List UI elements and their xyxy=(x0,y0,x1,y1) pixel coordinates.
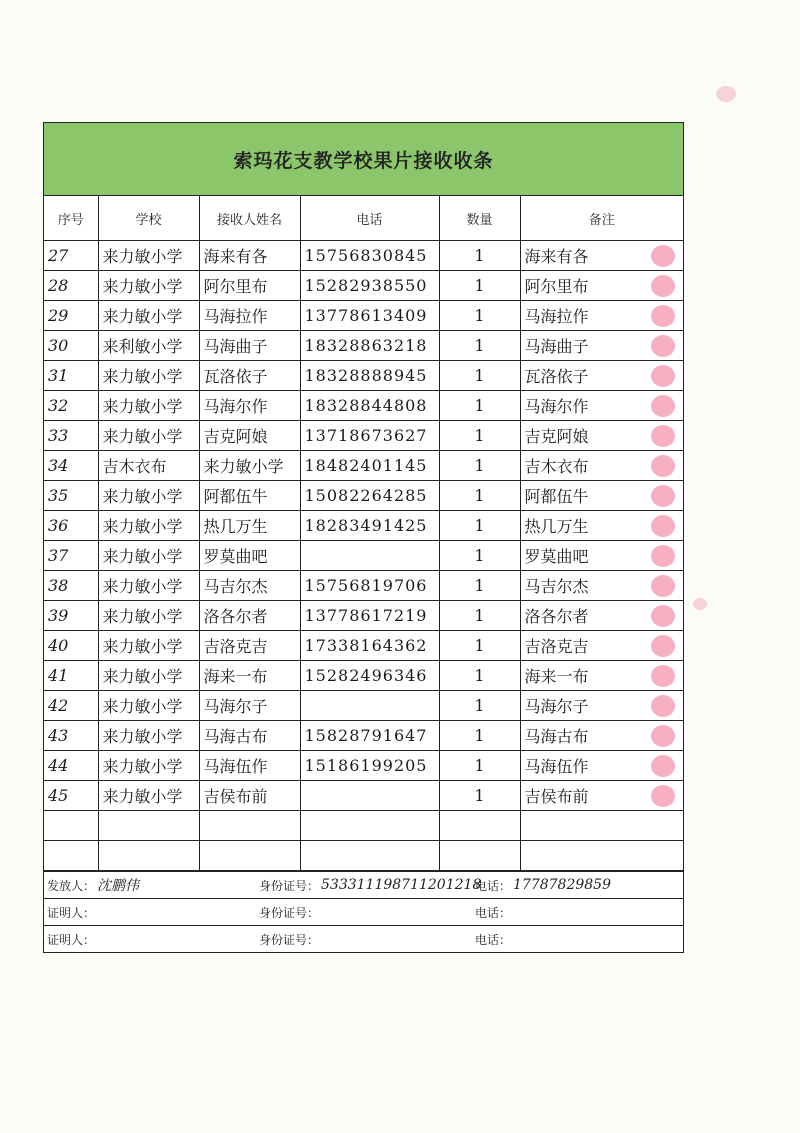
recipient-name-cell: 阿尔里布 xyxy=(199,271,300,301)
school-cell: 来力敏小学 xyxy=(98,781,199,811)
fingerprint-mark xyxy=(651,275,675,297)
row-number: 40 xyxy=(44,631,98,661)
school-cell: 来力敏小学 xyxy=(98,721,199,751)
fingerprint-mark xyxy=(651,605,675,627)
note-cell: 马海古布 xyxy=(520,721,683,751)
note-cell: 罗莫曲吧 xyxy=(520,541,683,571)
note-cell: 马海曲子 xyxy=(520,331,683,361)
fingerprint-mark xyxy=(651,755,675,777)
recipient-name-cell xyxy=(199,841,300,871)
table-row xyxy=(44,781,683,811)
row-number: 38 xyxy=(44,571,98,601)
quantity-cell: 1 xyxy=(439,751,520,781)
recipient-name-cell: 瓦洛依子 xyxy=(199,361,300,391)
phone-cell xyxy=(300,811,439,841)
table-row xyxy=(44,361,683,391)
recipient-name-cell: 马海拉作 xyxy=(199,301,300,331)
row-number: 45 xyxy=(44,781,98,811)
phone-cell: 18328863218 xyxy=(300,331,439,361)
footer-phone-label: 电话： xyxy=(475,878,512,893)
footer-phone-label: 电话： xyxy=(475,932,512,947)
table-row xyxy=(44,481,683,511)
footer-role-value: 沈鹏伟 xyxy=(97,878,140,894)
table-row xyxy=(44,631,683,661)
note-cell: 阿尔里布 xyxy=(520,271,683,301)
footer-role-field xyxy=(44,904,259,921)
column-header-school: 学校 xyxy=(98,196,199,241)
footer-id-number-label: 身份证号： xyxy=(259,905,320,920)
table-row xyxy=(44,811,683,841)
quantity-cell: 1 xyxy=(439,781,520,811)
school-cell: 来力敏小学 xyxy=(98,691,199,721)
phone-cell: 15282938550 xyxy=(300,271,439,301)
note-cell: 吉克阿娘 xyxy=(520,421,683,451)
column-header-no: 序号 xyxy=(44,196,98,241)
footer-id-number-field xyxy=(259,931,475,948)
note-cell: 吉木衣布 xyxy=(520,451,683,481)
footer-role-field xyxy=(44,931,259,948)
fingerprint-mark xyxy=(651,485,675,507)
fingerprint-mark xyxy=(651,575,675,597)
school-cell: 来力敏小学 xyxy=(98,241,199,271)
table-row xyxy=(44,331,683,361)
phone-cell xyxy=(300,541,439,571)
page-title: 索玛花支教学校果片接收收条 xyxy=(233,149,494,172)
phone-cell: 15082264285 xyxy=(300,481,439,511)
table-row xyxy=(44,601,683,631)
receipt-table xyxy=(44,196,683,871)
note-cell: 海来一布 xyxy=(520,661,683,691)
signature-footer xyxy=(44,871,683,952)
row-number: 32 xyxy=(44,391,98,421)
recipient-name-cell: 马海古布 xyxy=(199,721,300,751)
row-number: 31 xyxy=(44,361,98,391)
table-row xyxy=(44,721,683,751)
quantity-cell: 1 xyxy=(439,601,520,631)
recipient-name-cell: 马海尔作 xyxy=(199,391,300,421)
footer-id-number-label: 身份证号： xyxy=(259,878,320,893)
row-number: 44 xyxy=(44,751,98,781)
note-cell: 马海尔子 xyxy=(520,691,683,721)
recipient-name-cell: 洛各尔者 xyxy=(199,601,300,631)
note-cell: 马海拉作 xyxy=(520,301,683,331)
phone-cell: 18283491425 xyxy=(300,511,439,541)
table-row xyxy=(44,451,683,481)
school-cell: 来利敏小学 xyxy=(98,331,199,361)
table-row xyxy=(44,241,683,271)
table-row xyxy=(44,691,683,721)
fingerprint-mark xyxy=(651,515,675,537)
school-cell: 来力敏小学 xyxy=(98,511,199,541)
phone-cell xyxy=(300,781,439,811)
fingerprint-mark xyxy=(651,785,675,807)
note-cell: 吉洛克吉 xyxy=(520,631,683,661)
quantity-cell xyxy=(439,841,520,871)
recipient-name-cell: 罗莫曲吧 xyxy=(199,541,300,571)
footer-id-number-field xyxy=(259,877,482,894)
footer-id-number-field xyxy=(259,904,475,921)
column-header-quantity: 数量 xyxy=(439,196,520,241)
note-cell: 瓦洛依子 xyxy=(520,361,683,391)
school-cell: 吉木衣布 xyxy=(98,451,199,481)
recipient-name-cell: 吉洛克吉 xyxy=(199,631,300,661)
quantity-cell: 1 xyxy=(439,301,520,331)
phone-cell xyxy=(300,841,439,871)
note-cell: 马海伍作 xyxy=(520,751,683,781)
quantity-cell: 1 xyxy=(439,271,520,301)
row-number: 34 xyxy=(44,451,98,481)
school-cell: 来力敏小学 xyxy=(98,481,199,511)
phone-cell xyxy=(300,691,439,721)
recipient-name-cell: 马吉尔杰 xyxy=(199,571,300,601)
note-cell xyxy=(520,841,683,871)
recipient-name-cell: 热几万生 xyxy=(199,511,300,541)
fingerprint-smudge xyxy=(716,86,736,102)
note-cell: 海来有各 xyxy=(520,241,683,271)
row-number: 37 xyxy=(44,541,98,571)
table-row xyxy=(44,301,683,331)
school-cell: 来力敏小学 xyxy=(98,661,199,691)
row-number: 43 xyxy=(44,721,98,751)
fingerprint-mark xyxy=(651,695,675,717)
school-cell: 来力敏小学 xyxy=(98,601,199,631)
phone-cell: 18328844808 xyxy=(300,391,439,421)
fingerprint-smudge xyxy=(693,598,707,610)
phone-cell: 15828791647 xyxy=(300,721,439,751)
recipient-name-cell: 马海尔子 xyxy=(199,691,300,721)
fingerprint-mark xyxy=(651,425,675,447)
quantity-cell: 1 xyxy=(439,331,520,361)
footer-phone-field xyxy=(475,904,683,921)
column-header-note: 备注 xyxy=(520,196,683,241)
fingerprint-mark xyxy=(651,245,675,267)
phone-cell: 15756819706 xyxy=(300,571,439,601)
school-cell xyxy=(98,811,199,841)
row-number: 30 xyxy=(44,331,98,361)
phone-cell: 13778617219 xyxy=(300,601,439,631)
school-cell: 来力敏小学 xyxy=(98,271,199,301)
note-cell: 吉侯布前 xyxy=(520,781,683,811)
school-cell: 来力敏小学 xyxy=(98,541,199,571)
quantity-cell: 1 xyxy=(439,721,520,751)
title-bar xyxy=(44,123,683,196)
fingerprint-mark xyxy=(651,545,675,567)
fingerprint-mark xyxy=(651,335,675,357)
table-header-row xyxy=(44,196,683,241)
note-cell xyxy=(520,811,683,841)
table-row xyxy=(44,571,683,601)
recipient-name-cell: 阿都伍牛 xyxy=(199,481,300,511)
note-cell: 马吉尔杰 xyxy=(520,571,683,601)
table-row xyxy=(44,661,683,691)
phone-cell: 13778613409 xyxy=(300,301,439,331)
phone-cell: 17338164362 xyxy=(300,631,439,661)
school-cell: 来力敏小学 xyxy=(98,631,199,661)
row-number: 36 xyxy=(44,511,98,541)
quantity-cell: 1 xyxy=(439,541,520,571)
fingerprint-mark xyxy=(651,305,675,327)
quantity-cell: 1 xyxy=(439,571,520,601)
quantity-cell: 1 xyxy=(439,421,520,451)
school-cell: 来力敏小学 xyxy=(98,751,199,781)
column-header-recipient: 接收人姓名 xyxy=(199,196,300,241)
school-cell: 来力敏小学 xyxy=(98,361,199,391)
fingerprint-mark xyxy=(651,665,675,687)
table-row xyxy=(44,751,683,781)
quantity-cell: 1 xyxy=(439,361,520,391)
footer-id-number-value: 533311198711201218 xyxy=(321,877,482,893)
footer-phone-field xyxy=(475,931,683,948)
quantity-cell: 1 xyxy=(439,481,520,511)
row-number: 28 xyxy=(44,271,98,301)
footer-phone-field xyxy=(475,877,683,894)
column-header-phone: 电话 xyxy=(300,196,439,241)
row-number: 41 xyxy=(44,661,98,691)
phone-cell: 18482401145 xyxy=(300,451,439,481)
phone-cell: 13718673627 xyxy=(300,421,439,451)
quantity-cell: 1 xyxy=(439,511,520,541)
table-row xyxy=(44,541,683,571)
footer-role-label: 证明人： xyxy=(47,932,96,947)
phone-cell: 15186199205 xyxy=(300,751,439,781)
fingerprint-mark xyxy=(651,395,675,417)
table-row xyxy=(44,511,683,541)
footer-phone-value: 17787829859 xyxy=(513,877,611,893)
row-number xyxy=(44,841,98,871)
note-cell: 洛各尔者 xyxy=(520,601,683,631)
note-cell: 马海尔作 xyxy=(520,391,683,421)
quantity-cell xyxy=(439,811,520,841)
recipient-name-cell xyxy=(199,811,300,841)
school-cell: 来力敏小学 xyxy=(98,571,199,601)
footer-row xyxy=(44,899,683,926)
phone-cell: 15756830845 xyxy=(300,241,439,271)
quantity-cell: 1 xyxy=(439,631,520,661)
fingerprint-mark xyxy=(651,725,675,747)
quantity-cell: 1 xyxy=(439,691,520,721)
quantity-cell: 1 xyxy=(439,661,520,691)
footer-row xyxy=(44,926,683,952)
fingerprint-mark xyxy=(651,635,675,657)
table-row xyxy=(44,391,683,421)
row-number: 27 xyxy=(44,241,98,271)
phone-cell: 15282496346 xyxy=(300,661,439,691)
recipient-name-cell: 吉克阿娘 xyxy=(199,421,300,451)
row-number: 29 xyxy=(44,301,98,331)
phone-cell: 18328888945 xyxy=(300,361,439,391)
recipient-name-cell: 马海曲子 xyxy=(199,331,300,361)
quantity-cell: 1 xyxy=(439,391,520,421)
table-row xyxy=(44,421,683,451)
footer-role-label: 发放人： xyxy=(47,878,96,893)
recipient-name-cell: 海来有各 xyxy=(199,241,300,271)
school-cell: 来力敏小学 xyxy=(98,391,199,421)
quantity-cell: 1 xyxy=(439,451,520,481)
row-number xyxy=(44,811,98,841)
recipient-name-cell: 海来一布 xyxy=(199,661,300,691)
footer-role-field xyxy=(44,875,259,895)
table-row xyxy=(44,841,683,871)
fingerprint-mark xyxy=(651,455,675,477)
table-row xyxy=(44,271,683,301)
row-number: 42 xyxy=(44,691,98,721)
note-cell: 阿都伍牛 xyxy=(520,481,683,511)
row-number: 39 xyxy=(44,601,98,631)
row-number: 33 xyxy=(44,421,98,451)
quantity-cell: 1 xyxy=(439,241,520,271)
receipt-sheet xyxy=(43,122,684,953)
recipient-name-cell: 吉侯布前 xyxy=(199,781,300,811)
recipient-name-cell: 马海伍作 xyxy=(199,751,300,781)
footer-role-label: 证明人： xyxy=(47,905,96,920)
row-number: 35 xyxy=(44,481,98,511)
note-cell: 热几万生 xyxy=(520,511,683,541)
footer-row xyxy=(44,872,683,899)
school-cell: 来力敏小学 xyxy=(98,421,199,451)
footer-phone-label: 电话： xyxy=(475,905,512,920)
footer-id-number-label: 身份证号： xyxy=(259,932,320,947)
recipient-name-cell: 来力敏小学 xyxy=(199,451,300,481)
fingerprint-mark xyxy=(651,365,675,387)
school-cell: 来力敏小学 xyxy=(98,301,199,331)
school-cell xyxy=(98,841,199,871)
